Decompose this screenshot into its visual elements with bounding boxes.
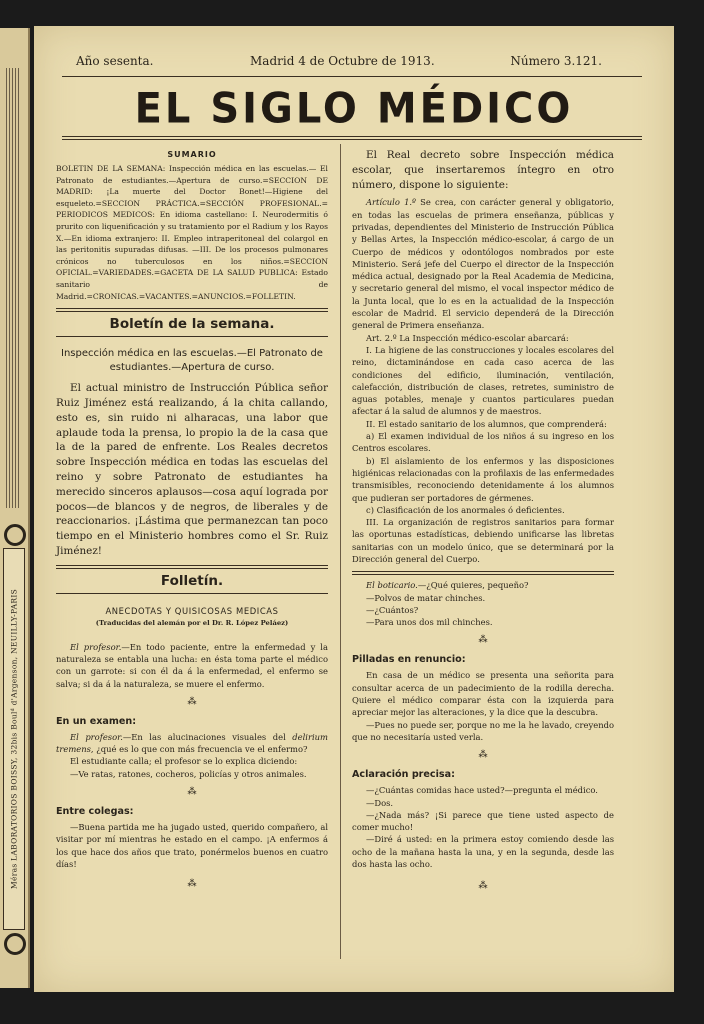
section-rule (56, 593, 328, 594)
ornament-icon (4, 933, 26, 955)
medical-term: delirium tremens (56, 731, 328, 755)
section-rule (56, 308, 328, 312)
decree-article-2: Art. 2.º La Inspección médico-escolar abarcará: (366, 332, 569, 343)
vertical-ad-text: Méras LABORATORIOS BOISSY, 32bis Boulᵈ d'Argenson, NEUILLY-PARIS (9, 588, 19, 890)
issue-number: Número 3.121. (510, 54, 602, 68)
section-rule (56, 336, 328, 337)
title-rule (62, 139, 642, 140)
asterism-separator: ⁂ (187, 787, 197, 798)
decree-intro: El Real decreto sobre Inspección médica escolar, que insertaremos íntegro en otro número, dispone lo siguiente: (352, 149, 614, 191)
decree-item-a: a) El examen individual de los niños á su ingreso en los Centros escolares. (352, 431, 614, 454)
anecdote-text: —En las alucinaciones visuales del (122, 731, 293, 742)
previous-page-edge (0, 28, 30, 988)
folletin-title: ANECDOTAS Y QUISICOSAS MEDICAS (105, 605, 279, 616)
newspaper-title: EL SIGLO MÉDICO (134, 84, 574, 134)
decree-item-b: b) El aislamiento de los enfermos y las disposiciones higiénicas relacionadas con la profilaxis de las enfermedades transmisibles, reconociendo detenidamente á los alumnos que pudieran ser portadores de gérmenes. (352, 455, 614, 503)
ornament-icon (4, 524, 26, 546)
anecdote-profesor-1 (56, 641, 328, 690)
anecdote-heading-pilladas: Pilladas en renuncio: (352, 654, 466, 666)
speaker-label: El profesor. (70, 731, 123, 742)
article-label: Artículo 1.º (366, 197, 416, 208)
asterism-separator: ⁂ (478, 750, 488, 761)
speaker-label: El profesor. (70, 641, 122, 652)
anecdote-examen-2: El estudiante calla; el profesor se lo explica diciendo: (70, 756, 298, 767)
anecdote-pilladas: En casa de un médico se presenta una señorita para consultar acerca de un padecimiento de la rodilla derecha. Quiere el médico comparar ésta con la izquierda para apreciar mejor las alteraciones, y la dice que la descubra. (352, 670, 614, 718)
asterism-separator: ⁂ (187, 696, 197, 707)
column-divider (340, 144, 341, 959)
decree-item-c: c) Clasificación de los anormales ó deficientes. (366, 504, 565, 515)
decree-article-1 (352, 196, 614, 331)
section-rule (56, 565, 328, 569)
anecdote-text: —En todo paciente, entre la enfermedad y la naturaleza se entabla una lucha: en ésta toma parte el médico con un garrote: si con él da á la enfermedad, el enfermo se salva; si da á la naturaleza, se muere el enfermo. (56, 641, 328, 689)
boletin-heading: Boletín de la semana. (109, 316, 275, 333)
anecdote-boticario-2: —Polvos de matar chinches. (366, 592, 486, 603)
anecdote-heading-examen: En un examen: (56, 715, 137, 727)
asterism-separator: ⁂ (187, 879, 197, 890)
anecdote-boticario-3: —¿Cuántos? (366, 604, 419, 615)
left-column (56, 144, 328, 896)
anecdote-pilladas-2: —Pues no puede ser, porque no me la he lavado, creyendo que no necesitaría usted verla. (352, 719, 614, 742)
anecdote-heading-colegas: Entre colegas: (56, 806, 134, 818)
decree-item-1: I. La higiene de las construcciones y locales escolares del reino, dictaminándose en cada caso acerca de las condiciones del edificio, iluminación, ventilación, calefacción, distribución de clases, retretes, suministro de aguas potables, menaje y cuantos particulares puedan afectar á la salud de alumnos y de maestros. (352, 344, 614, 417)
anecdote-colegas: —Buena partida me ha jugado usted, querido compañero, al visitar por mí mientras he estado en el campo. ¡A enfermos á los que hace dos años que trato, ponérmelos buenos en cuatro días! (56, 822, 328, 869)
anecdote-boticario-4: —Para unos dos mil chinches. (366, 617, 493, 628)
article-text: Se crea, con carácter general y obligatorio, en todas las escuelas de primera enseñanza, públicas y privadas, dependientes del Ministerio de Instrucción Pública y Bellas Artes, la Inspección médico-escolar, á cargo de un Cuerpo de médicos y odontólogos nombrados por este Ministerio. Será jefe del Cuerpo el director de la Inspección médica actual, designado por la Real Academia de Medicina, y secretario general del mismo, el vocal inspector médico de la Junta local, que lo es en la actualidad de la Inspección escolar de Madrid. El servicio dependerá de la Dirección general de Primera enseñanza. (352, 197, 614, 331)
anecdote-heading-aclaracion: Aclaración precisa: (352, 769, 455, 781)
anecdote-examen (56, 731, 328, 756)
folletin-heading: Folletín. (160, 572, 224, 589)
asterism-separator: ⁂ (478, 881, 488, 892)
anecdote-aclaracion-1: —¿Cuántas comidas hace usted?—pregunta el médico. (366, 785, 598, 796)
anecdote-aclaracion-4: —Diré á usted: en la primera estoy comiendo desde las ocho de la mañana hasta la una, y en la segunda, desde las dos hasta las ocho. (352, 834, 614, 870)
asterism-separator: ⁂ (478, 635, 488, 646)
decree-item-2: II. El estado sanitario de los alumnos, que comprenderá: (366, 418, 607, 429)
title-rule (62, 136, 642, 137)
page-edge-lines (6, 68, 20, 508)
masthead-rule (62, 76, 642, 77)
speaker-label: El boticario. (366, 580, 418, 591)
newspaper-page (34, 26, 674, 992)
anecdote-aclaracion-3: —¿Nada más? ¡Si parece que tiene usted aspecto de comer mucho! (352, 809, 614, 833)
folletin-translator: (Traducidas del alemán por el Dr. R. López Peláez) (95, 618, 289, 627)
anecdote-text: —¿Qué quieres, pequeño? (417, 580, 529, 591)
year-label: Año sesenta. (76, 54, 154, 68)
anecdote-aclaracion-2: —Dos. (366, 797, 394, 808)
date-label: Madrid 4 de Octubre de 1913. (250, 54, 435, 68)
vertical-advertisement (3, 548, 25, 930)
right-column (352, 144, 614, 898)
decree-item-3: III. La organización de registros sanitarios para formar las oportunas estadísticas, debiendo unificarse las libretas sanitarias con un modelo único, que se determinará por la Dirección general del Cuerpo. (352, 517, 614, 564)
boletin-subheading: Inspección médica en las escuelas.—El Patronato de estudiantes.—Apertura de curso. (61, 348, 323, 374)
masthead-info-row (34, 54, 674, 74)
sumario-heading: SUMARIO (167, 150, 217, 159)
anecdote-text: , ¿qué es lo que con más frecuencia ve el enfermo? (90, 744, 308, 755)
sumario-text: BOLETIN DE LA SEMANA: Inspección médica en las escuelas.— El Patronato de estudiantes.—Apertura de curso.=SECCION DE MADRID: ¡La muerte del Doctor Bonet!—Higiene del esqueleto.=SECCION PRÁCTICA.=SECCIÓN PROFESIONAL.= PERIODICOS MEDICOS: En idioma castellano: I. Neurodermitis ó prurito con liquenificación y su tratamiento por el Radium y los Rayos X.—En idioma extranjero: II. Empleo intraperitoneal del colargol en las peritonitis supuradas difusas. —III. De los procesos pulmonares crónicos no tuberculosos en los niños.=SECCION OFICIAL.=VARIEDADES.=GACETA DE LA SALUD PUBLICA: Estado sanitario de Madrid.=CRONICAS.=VACANTES.=ANUNCIOS.=FOLLETIN. (56, 164, 328, 301)
section-rule (352, 571, 614, 575)
anecdote-boticario (352, 579, 614, 591)
boletin-body: El actual ministro de Instrucción Pública señor Ruiz Jiménez está realizando, á la chita callando, esto es, sin ruido ni alharacas, una labor que aplaude toda la prensa, lo propio la de la casa que la de la pared de enfrente. Los Reales decretos sobre Inspección médica en todas las escuelas del reino y sobre Patronato de estudiantes ha merecido sinceros aplausos—cosa aquí lograda por pocos—de blancos y de negros, de liberales y de reaccionarios. ¡Lástima que permanezcan tan poco tiempo en el Ministerio hombres como el Sr. Ruiz Jiménez! (56, 382, 328, 557)
anecdote-examen-3: —Ve ratas, ratones, cocheros, policías y otros animales. (70, 768, 307, 779)
